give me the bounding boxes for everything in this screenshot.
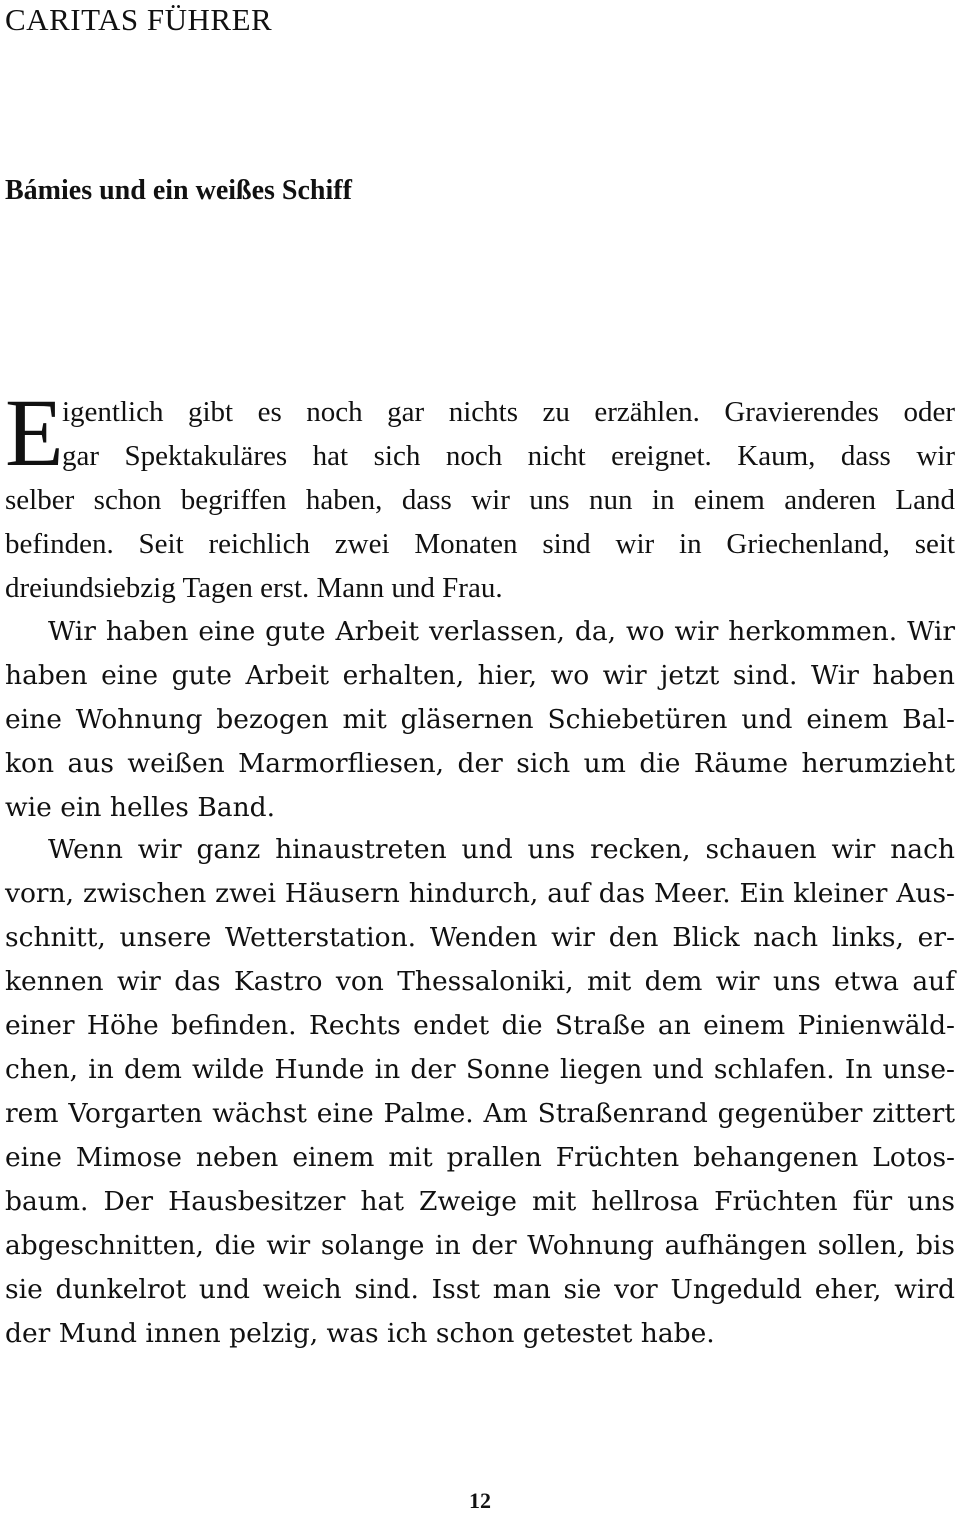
text-line: dreiundsiebzig Tagen erst. Mann und Frau.: [5, 572, 503, 604]
text-line: Wir haben eine gute Arbeit verlassen, da, wo wir herkommen. Wir: [48, 616, 955, 647]
paragraph-2: [5, 610, 955, 830]
text-line: igentlich gibt es noch gar nichts zu erzählen. Gravierendes oder: [62, 396, 955, 428]
text-line: befinden. Seit reichlich zwei Monaten sind wir in Griechenland, seit: [5, 528, 955, 560]
text-line: gar Spektakuläres hat sich noch nicht ereignet. Kaum, dass wir: [62, 440, 955, 472]
paragraph-1: [5, 478, 955, 610]
text-line: vorn, zwischen zwei Häusern hindurch, auf das Meer. Ein kleiner Aus-: [5, 878, 955, 909]
page-number: 12: [469, 1488, 491, 1513]
text-line: einer Höhe befinden. Rechts endet die Straße an einem Pinienwäld-: [5, 1010, 955, 1041]
text-line: eine Wohnung bezogen mit gläsernen Schiebetüren und einem Bal-: [5, 704, 955, 735]
text-line: kennen wir das Kastro von Thessaloniki, mit dem wir uns etwa auf: [5, 966, 955, 997]
text-line: rem Vorgarten wächst eine Palme. Am Straßenrand gegenüber zittert: [5, 1098, 955, 1129]
running-header-author: CARITAS FÜHRER: [5, 2, 273, 37]
text-line: wie ein helles Band.: [5, 792, 276, 823]
text-line: der Mund innen pelzig, was ich schon getestet habe.: [5, 1318, 715, 1349]
drop-cap-letter: E: [5, 379, 64, 486]
text-line: Wenn wir ganz hinaustreten und uns recken, schauen wir nach: [48, 834, 955, 865]
paragraph-1-dropcap-lines: [62, 390, 955, 478]
text-line: abgeschnitten, die wir solange in der Wohnung aufhängen sollen, bis: [5, 1230, 955, 1261]
text-line: sie dunkelrot und weich sind. Isst man sie vor Ungeduld eher, wird: [5, 1274, 955, 1305]
chapter-title: Bámies und ein weißes Schiff: [5, 175, 352, 206]
text-line: baum. Der Hausbesitzer hat Zweige mit hellrosa Früchten für uns: [5, 1186, 955, 1217]
text-line: haben eine gute Arbeit erhalten, hier, wo wir jetzt sind. Wir haben: [5, 660, 955, 691]
text-line: kon aus weißen Marmorfliesen, der sich um die Räume herumzieht: [5, 748, 955, 779]
text-line: selber schon begriffen haben, dass wir uns nun in einem anderen Land: [5, 484, 955, 516]
text-line: schnitt, unsere Wetterstation. Wenden wir den Blick nach links, er-: [5, 922, 955, 953]
text-line: eine Mimose neben einem mit prallen Früchten behangenen Lotos-: [5, 1142, 955, 1173]
text-line: chen, in dem wilde Hunde in der Sonne liegen und schlafen. In unse-: [5, 1054, 955, 1085]
paragraph-3: [5, 828, 955, 1356]
